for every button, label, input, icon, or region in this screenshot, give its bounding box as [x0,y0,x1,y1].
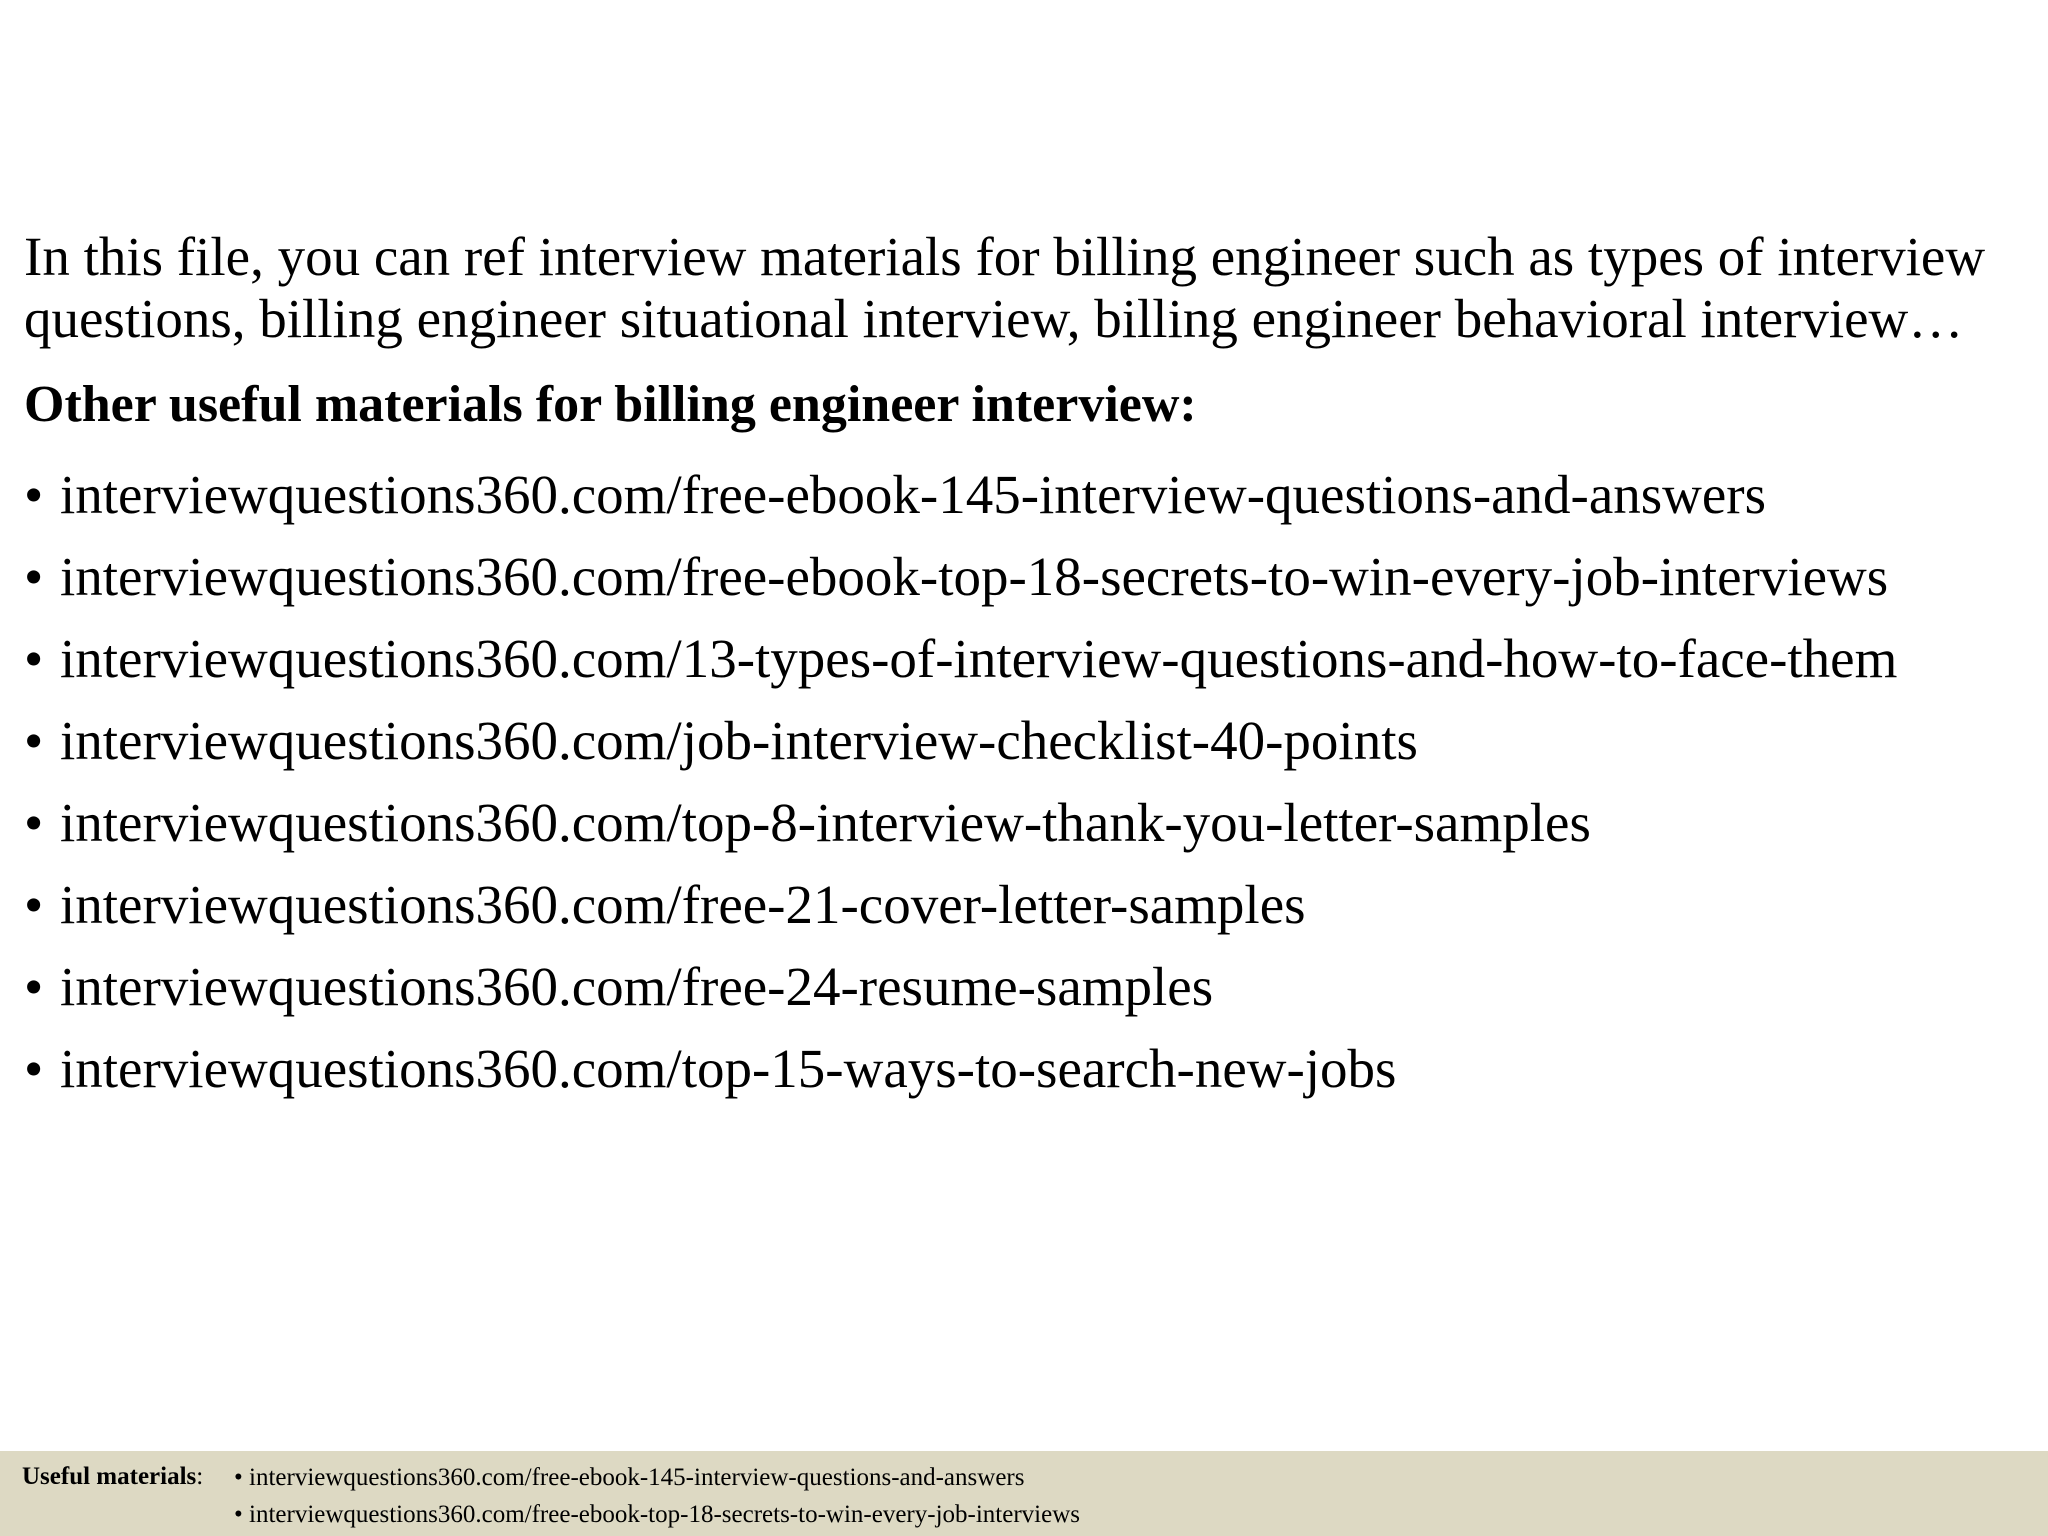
bullet-icon: • [24,874,44,935]
footer-link[interactable]: • interviewquestions360.com/free-ebook-145-interview-questions-and-answers [234,1464,1025,1491]
link-text[interactable]: interviewquestions360.com/free-24-resume-samples [60,956,1214,1017]
intro-paragraph: In this file, you can ref interview materials for billing engineer such as types of interview questions, billing engineer situational interview, billing engineer behavioral interview… [24,226,1986,349]
footer-label-separator: : [196,1463,204,1490]
footer-bar [0,1451,2048,1536]
bullet-icon: • [24,710,44,771]
list-item[interactable] [24,700,2024,782]
footer-link[interactable]: • interviewquestions360.com/free-ebook-top-18-secrets-to-win-every-job-interviews [234,1501,1080,1528]
list-item[interactable] [24,782,2024,864]
list-item[interactable] [24,946,2024,1028]
list-item[interactable] [24,454,2024,536]
bullet-icon: • [24,792,44,853]
materials-list [24,454,2024,1110]
link-text[interactable]: interviewquestions360.com/free-21-cover-letter-samples [60,874,1306,935]
link-text[interactable]: interviewquestions360.com/job-interview-checklist-40-points [60,710,1418,771]
footer-label-text: Useful materials [22,1463,197,1490]
link-text[interactable]: interviewquestions360.com/free-ebook-top-18-secrets-to-win-every-job-interviews [60,546,1889,607]
bullet-icon: • [24,546,44,607]
list-item[interactable] [24,1028,2024,1110]
link-text[interactable]: interviewquestions360.com/13-types-of-interview-questions-and-how-to-face-them [60,628,1898,689]
bullet-icon: • [24,1038,44,1099]
footer-label [22,1459,203,1495]
link-text[interactable]: interviewquestions360.com/free-ebook-145-interview-questions-and-answers [60,464,1767,525]
footer-links [234,1459,1080,1533]
list-item[interactable] [24,618,2024,700]
list-item[interactable] [24,864,2024,946]
bullet-icon: • [24,464,44,525]
bullet-icon: • [24,956,44,1017]
materials-heading: Other useful materials for billing engineer interview: [24,376,1197,433]
link-text[interactable]: interviewquestions360.com/top-15-ways-to-search-new-jobs [60,1038,1397,1099]
bullet-icon: • [24,628,44,689]
list-item[interactable] [24,536,2024,618]
link-text[interactable]: interviewquestions360.com/top-8-interview-thank-you-letter-samples [60,792,1591,853]
slide-body [24,226,2024,1110]
